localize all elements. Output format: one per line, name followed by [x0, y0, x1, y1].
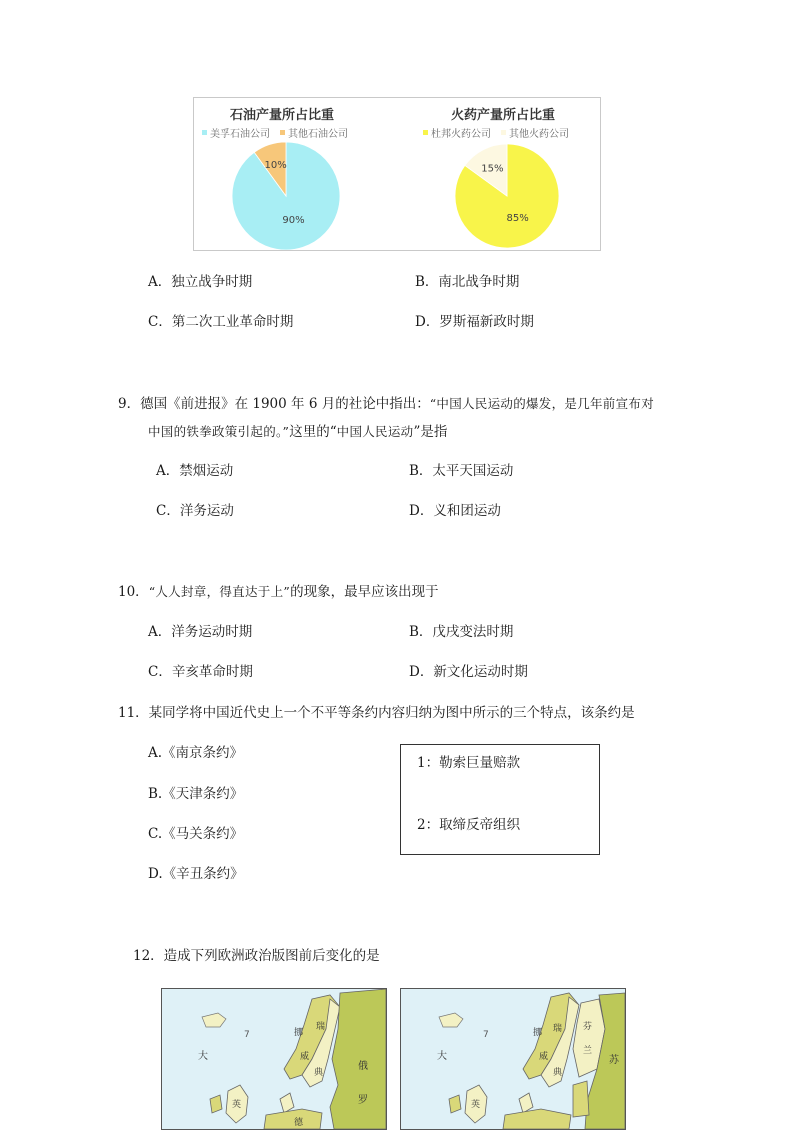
map-label: 7 [244, 1030, 250, 1040]
map-label: 瑞 [316, 1022, 326, 1032]
q10-option-c[interactable]: C．辛亥革命时期 [148, 664, 253, 680]
q9-stem-text: 这里的“ [289, 424, 337, 440]
map-label: 7 [483, 1030, 489, 1040]
q10-option-d[interactable]: D．新文化运动时期 [409, 664, 528, 680]
legend-label: 其他石油公司 [288, 129, 348, 140]
baltic-shape [573, 1081, 589, 1117]
map-label: 英 [471, 1100, 481, 1110]
q9-option-d[interactable]: D．义和团运动 [409, 503, 501, 519]
q8-option-d[interactable]: D．罗斯福新政时期 [415, 314, 534, 330]
q9-quote: “中国人民运动的爆发，是几年前宣布对 [429, 396, 654, 411]
q12-stem: 12．造成下列欧洲政治版图前后变化的是 [133, 948, 380, 964]
q8-option-c[interactable]: C．第二次工业革命时期 [148, 314, 294, 330]
map-label: 德 [294, 1118, 304, 1128]
q8-option-a[interactable]: A．独立战争时期 [148, 274, 253, 290]
q11-stem: 11．某同学将中国近代史上一个不平等条约内容归纳为图中所示的三个特点，该条约是 [118, 705, 635, 721]
pie-value-label: 90% [282, 215, 305, 227]
q11-feature-box [400, 744, 600, 855]
map-label: 挪 [294, 1028, 304, 1038]
pie-value-label: 85% [506, 212, 529, 224]
q10-stem [118, 580, 439, 600]
q9-option-c[interactable]: C．洋务运动 [156, 503, 234, 519]
map-label: 苏 [609, 1055, 619, 1066]
map-label: 威 [300, 1052, 310, 1062]
q9-stem-text: ”是指 [413, 424, 448, 440]
chart-1-title: 石油产量所占比重 [230, 108, 335, 123]
q9-stem-line1 [118, 392, 654, 412]
q9-option-a[interactable]: A．禁烟运动 [156, 463, 234, 479]
q11-box-item: 2：取缔反帝组织 [417, 817, 521, 833]
legend-label: 杜邦火药公司 [431, 129, 491, 140]
legend-label: 美孚石油公司 [210, 129, 270, 140]
q11-option-c[interactable]: C.《马关条约》 [148, 826, 244, 842]
chart-2-title: 火药产量所占比重 [451, 108, 556, 123]
pie-charts-panel [193, 97, 601, 251]
q11-option-b[interactable]: B.《天津条约》 [148, 786, 244, 802]
map-label: 芬 [583, 1022, 593, 1032]
pie-charts-svg [194, 98, 600, 250]
map-label: 威 [539, 1052, 549, 1062]
europe-map-after [400, 988, 626, 1130]
europe-map-before [161, 988, 387, 1130]
map-label: 典 [314, 1068, 324, 1078]
map-label: 兰 [583, 1046, 593, 1056]
legend-label: 其他火药公司 [509, 129, 569, 140]
q10-stem-text: 10． [118, 584, 149, 600]
q9-quote: 中国人民运动 [336, 424, 414, 439]
map-label: 英 [232, 1100, 242, 1110]
map-label: 瑞 [553, 1024, 563, 1034]
q9-quote: 中国的铁拳政策引起的。” [148, 424, 290, 439]
pie-value-label: 10% [264, 160, 287, 172]
map-label: 大 [437, 1051, 447, 1062]
q11-option-d[interactable]: D.《辛丑条约》 [148, 866, 244, 882]
q10-stem-text: 的现象，最早应该出现于 [290, 584, 439, 600]
map-label: 罗 [358, 1095, 368, 1106]
q9-stem-text: 9．德国《前进报》在 1900 年 6 月的社论中指出： [118, 396, 430, 412]
map-label: 挪 [533, 1028, 543, 1038]
map-label: 大 [198, 1051, 208, 1062]
q8-option-b[interactable]: B．南北战争时期 [415, 274, 520, 290]
map-label: 俄 [358, 1061, 368, 1072]
q9-option-b[interactable]: B．太平天国运动 [409, 463, 514, 479]
q9-stem-line2 [148, 420, 447, 440]
map-label: 典 [553, 1068, 563, 1078]
pie-value-label: 15% [481, 163, 504, 175]
q11-box-item: 1：勒索巨量赔款 [417, 755, 521, 771]
europe-map-before-svg [162, 989, 386, 1129]
europe-map-after-svg [401, 989, 625, 1129]
q10-option-a[interactable]: A．洋务运动时期 [148, 624, 253, 640]
q10-option-b[interactable]: B．戊戌变法时期 [409, 624, 514, 640]
q10-quote: “人人封章，得直达于上” [148, 584, 291, 599]
q11-option-a[interactable]: A.《南京条约》 [148, 745, 244, 761]
